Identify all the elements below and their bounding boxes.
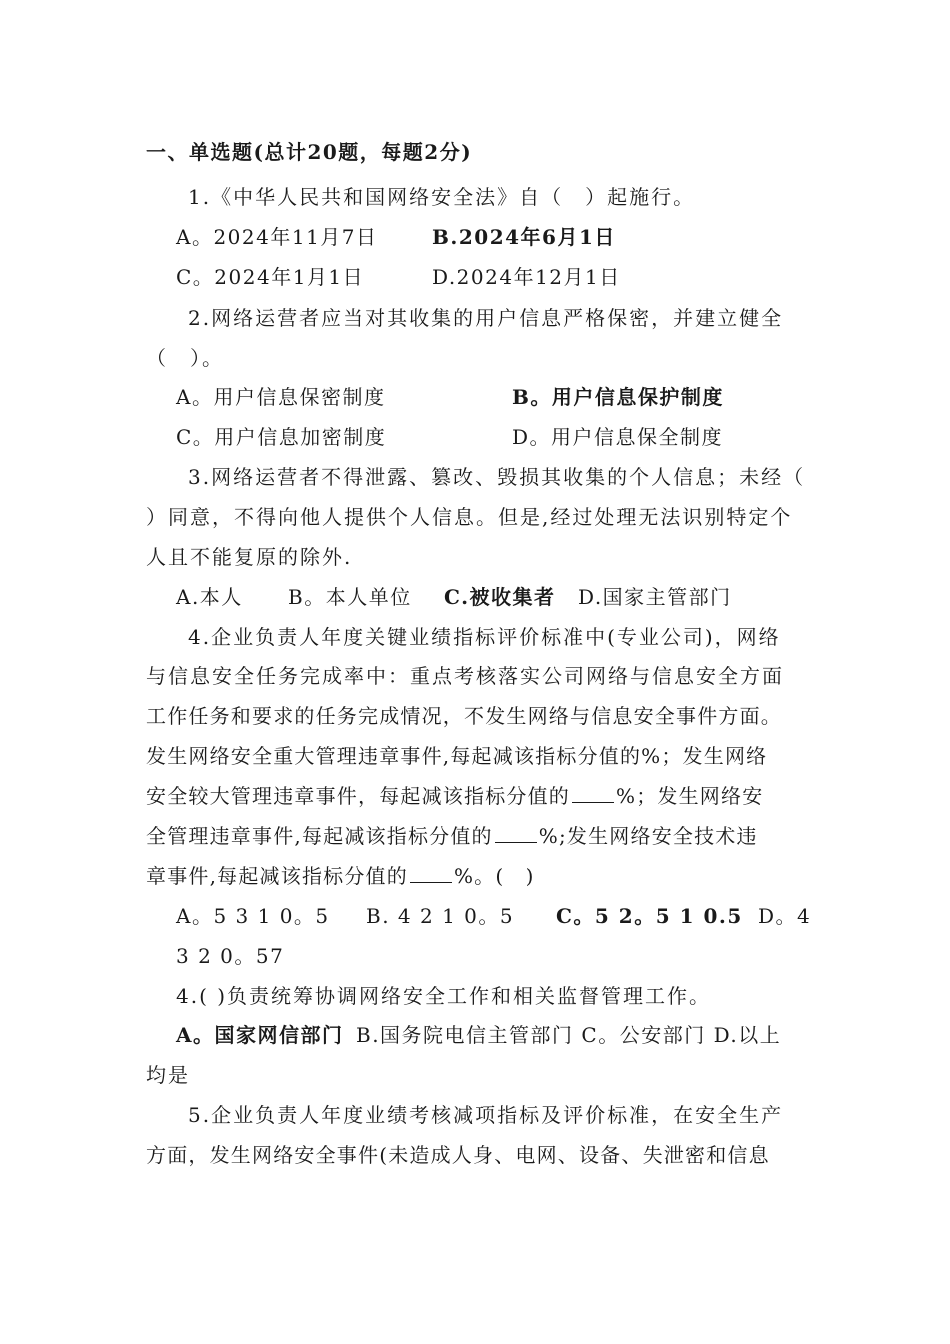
fill-blank [572, 778, 614, 803]
q2-option-b: B。用户信息保护制度 [512, 385, 724, 409]
q4-line2 [0, 656, 950, 696]
q5-text-2: 方面，发生网络安全事件(未造成人身、电网、设备、失泄密和信息 [146, 1143, 770, 1167]
q1-options-row2 [0, 257, 950, 297]
q3-stem-line2 [0, 497, 950, 537]
q4-text-7b: %。( ) [453, 864, 535, 888]
q4-line7 [0, 856, 950, 896]
q3-option-a: A.本人 [176, 585, 243, 609]
q4-text-5 [146, 776, 763, 816]
q4-text-5b: %；发生网络安 [616, 784, 764, 808]
q2-option-c: C。用户信息加密制度 [176, 425, 387, 449]
q3-option-c: C.被收集者 [444, 585, 556, 609]
q3-option-b: B。本人单位 [288, 585, 412, 609]
q2-options-row1 [0, 377, 950, 417]
q3-stem-line1 [0, 457, 950, 497]
q5-text-1: 5.企业负责人年度业绩考核减项指标及评价标准，在安全生产 [188, 1103, 784, 1127]
q4b-stem-line [0, 976, 950, 1016]
q5-line1 [0, 1095, 950, 1135]
q3-stem-line3 [0, 537, 950, 577]
q3-stem-part3: 人且不能复原的除外. [146, 545, 353, 569]
q1-options-row1 [0, 217, 950, 257]
q1-option-b: B.2024年6月1日 [432, 225, 616, 249]
q3-stem-part1: 3.网络运营者不得泄露、篡改、毁损其收集的个人信息；未经（ [188, 465, 806, 489]
q4-options-row [0, 896, 950, 936]
q4b-options-rest: B.国务院电信主管部门 C。公安部门 D.以上 [356, 1023, 782, 1047]
q4-line3 [0, 696, 950, 736]
q1-option-d: D.2024年12月1日 [432, 265, 621, 289]
q4-text-6b: %;发生网络安全技术违 [538, 824, 758, 848]
q4-text-6 [146, 816, 758, 856]
q4b-stem: 4.( )负责统筹协调网络安全工作和相关监督管理工作。 [176, 984, 712, 1008]
q4-line1 [0, 617, 950, 657]
fill-blank [410, 858, 452, 883]
fill-blank [495, 818, 537, 843]
q4-text-7 [146, 856, 535, 896]
q4b-options-row [0, 1015, 950, 1055]
q1-stem: 1.《中华人民共和国网络安全法》自（ ）起施行。 [188, 185, 696, 209]
q4b-options-cont [0, 1055, 950, 1095]
q4-option-a: A。5 3 1 0。5 [176, 904, 330, 928]
q4-line4 [0, 736, 950, 776]
q4-options-cont [0, 936, 950, 976]
section-title: 一、单选题(总计20题，每题2分) [146, 140, 473, 164]
q4-option-d-cont: 3 2 0。57 [176, 944, 285, 968]
q4-text-3: 工作任务和要求的任务完成情况，不发生网络与信息安全事件方面。 [146, 704, 782, 728]
q4-text-4: 发生网络安全重大管理违章事件,每起减该指标分值的%；发生网络 [146, 744, 768, 768]
q4-text-6a: 全管理违章事件,每起减该指标分值的 [146, 824, 493, 848]
q4-text-1: 4.企业负责人年度关键业绩指标评价标准中(专业公司)，网络 [188, 625, 781, 649]
q2-options-row2 [0, 417, 950, 457]
q4-option-b: B. 4 2 1 0。5 [366, 904, 515, 928]
q4-option-c: C。5 2。5 1 0.5 [556, 904, 743, 928]
q4-line5 [0, 776, 950, 816]
section-title-line [0, 132, 950, 172]
q4-text-7a: 章事件,每起减该指标分值的 [146, 864, 408, 888]
q2-option-d: D。用户信息保全制度 [512, 425, 724, 449]
q2-stem-part1: 2.网络运营者应当对其收集的用户信息严格保密，并建立健全 [188, 306, 784, 330]
q3-options-row [0, 577, 950, 617]
q1-option-c: C。2024年1月1日 [176, 265, 365, 289]
q4-line6 [0, 816, 950, 856]
q2-option-a: A。用户信息保密制度 [176, 385, 386, 409]
q5-line2 [0, 1135, 950, 1175]
q4b-option-a: A。国家网信部门 [176, 1023, 344, 1047]
q4-option-d: D。4 [758, 904, 812, 928]
q2-stem-part2: （ ）。 [146, 346, 224, 370]
q1-option-a: A。2024年11月7日 [176, 225, 378, 249]
q2-stem-line1 [0, 298, 950, 338]
q3-option-d: D.国家主管部门 [578, 585, 732, 609]
q4-text-5a: 安全较大管理违章事件，每起减该指标分值的 [146, 784, 570, 808]
q1-stem-line [0, 177, 950, 217]
q2-stem-line2 [0, 338, 950, 378]
q4b-options-rest-cont: 均是 [146, 1063, 190, 1087]
q3-stem-part2: ）同意，不得向他人提供个人信息。但是,经过处理无法识别特定个 [146, 505, 793, 529]
q4-text-2: 与信息安全任务完成率中：重点考核落实公司网络与信息安全方面 [146, 664, 784, 688]
